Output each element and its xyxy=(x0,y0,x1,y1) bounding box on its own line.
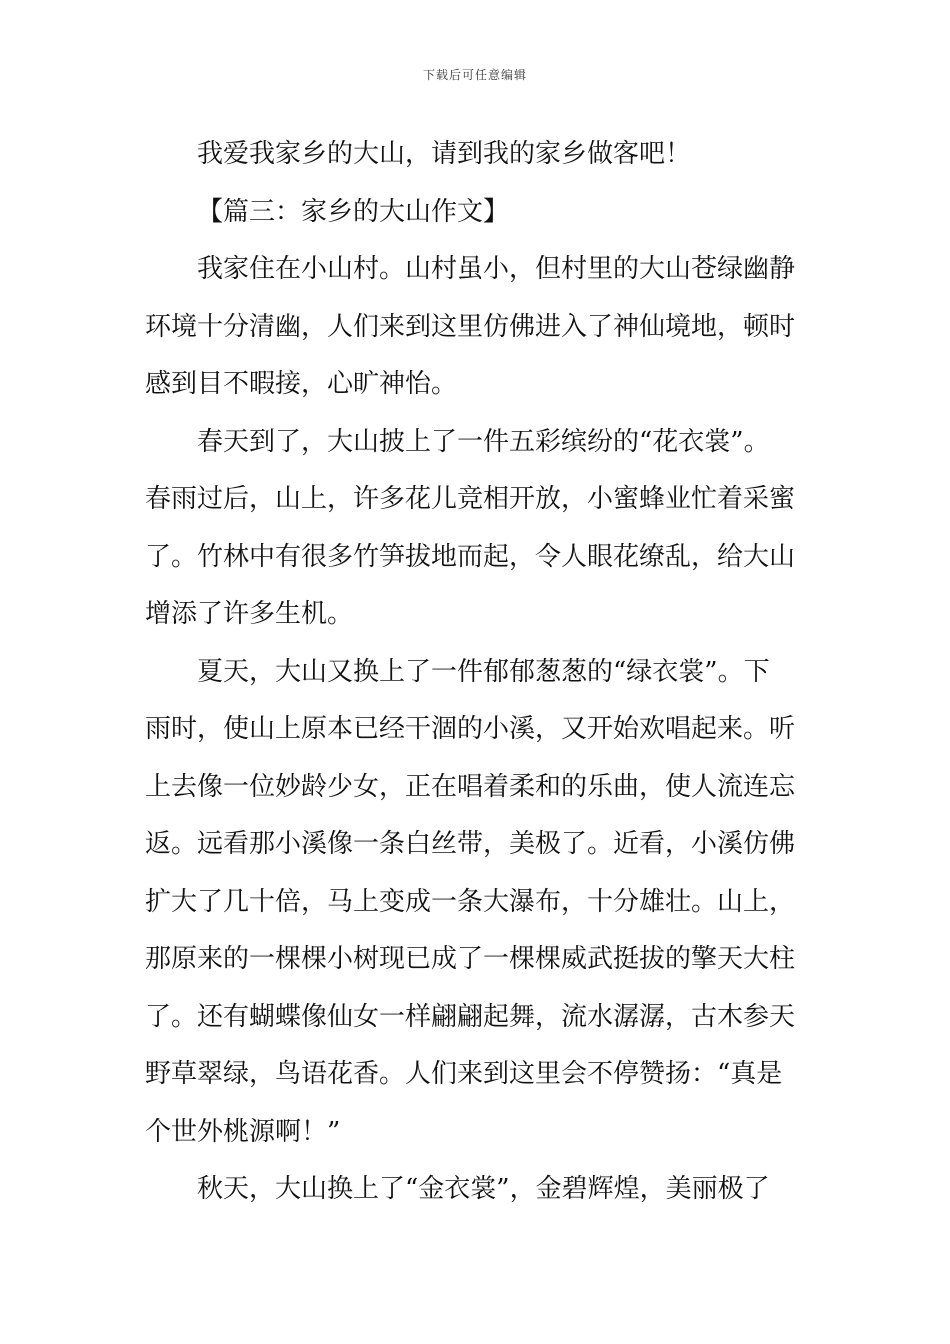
text-line: 雨时，使山上原本已经干涸的小溪，又开始欢唱起来。听 xyxy=(145,714,796,744)
text-line: 返。远看那小溪像一条白丝带，美极了。近看，小溪仿佛 xyxy=(145,829,796,859)
header-note: 下载后可任意编辑 xyxy=(422,68,527,82)
text-line: 野草翠绿，鸟语花香。人们来到这里会不停赞扬：“真是 xyxy=(145,1059,783,1089)
text-line: 增添了许多生机。 xyxy=(145,599,354,629)
text-line: 秋天，大山换上了“金衣裳”，金碧辉煌，美丽极了 xyxy=(197,1174,770,1204)
text-line: 上去像一位妙龄少女，正在唱着柔和的乐曲，使人流连忘 xyxy=(145,771,796,802)
text-line: 扩大了几十倍，马上变成一条大瀑布，十分雄壮。山上， xyxy=(145,886,796,917)
text-line: 环境十分清幽，人们来到这里仿佛进入了神仙境地，顿时 xyxy=(145,311,796,342)
article-body xyxy=(145,126,805,1219)
text-line: 夏天，大山又换上了一件郁郁葱葱的“绿衣裳”。下 xyxy=(197,656,770,687)
text-line: 那原来的一棵棵小树现已成了一棵棵威武挺拔的擎天大柱 xyxy=(145,944,796,974)
text-line: 个世外桃源啊！” xyxy=(145,1116,341,1147)
text-line: 了。竹林中有很多竹笋拔地而起，令人眼花缭乱，给大山 xyxy=(145,541,796,572)
text-line: 我家住在小山村。山村虽小，但村里的大山苍绿幽静 xyxy=(197,254,796,284)
section-heading: 【篇三：家乡的大山作文】 xyxy=(197,196,510,227)
text-line: 我爱我家乡的大山，请到我的家乡做客吧！ xyxy=(197,139,692,169)
text-line: 感到目不暇接，心旷神怡。 xyxy=(145,369,458,399)
text-line: 春天到了，大山披上了一件五彩缤纷的“花衣裳”。 xyxy=(197,426,770,457)
text-line: 春雨过后，山上，许多花儿竞相开放，小蜜蜂业忙着采蜜 xyxy=(145,484,796,514)
text-line: 了。还有蝴蝶像仙女一样翩翩起舞，流水潺潺，古木参天 xyxy=(145,1001,796,1032)
